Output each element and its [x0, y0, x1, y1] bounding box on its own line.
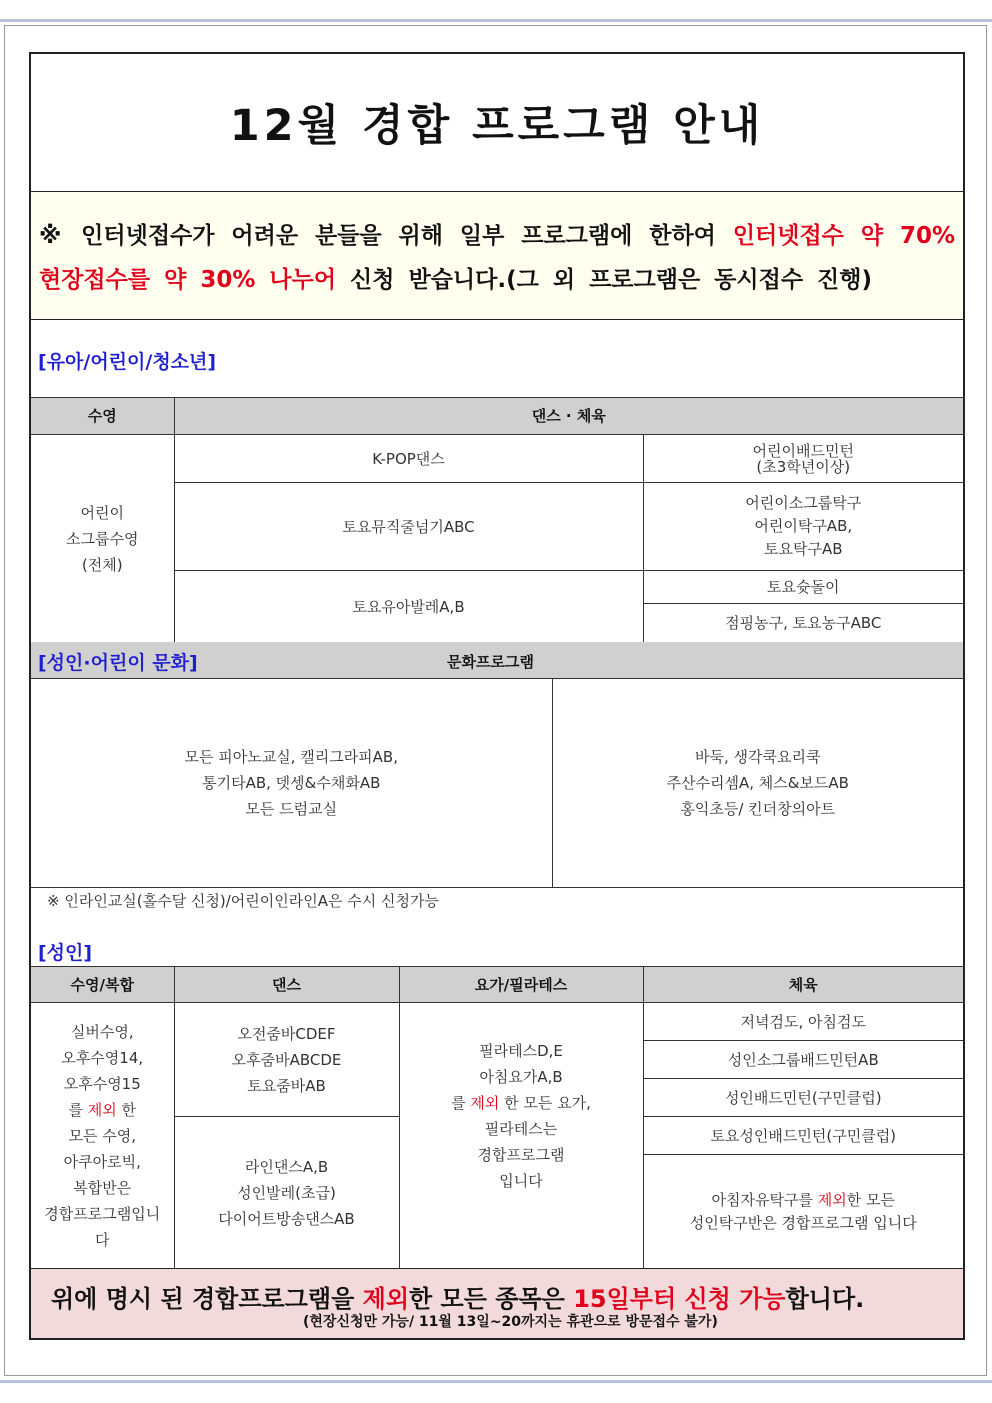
cell-line: 어린이소그룹탁구: [745, 494, 862, 512]
header-sports: 체육: [643, 967, 963, 1003]
header-swim-combo: 수영/복합: [31, 967, 174, 1003]
cell-line: 홍익초등/ 킨더창의아트: [680, 799, 836, 818]
line-dance-cell: [174, 1117, 399, 1269]
cell-line: 어린이배드민턴: [752, 441, 854, 460]
youth-table: [31, 397, 963, 643]
kendo-cell: 저녁검도, 아침검도: [643, 1003, 963, 1041]
culture-right-cell: [552, 679, 963, 887]
table-tennis-cell: [643, 483, 963, 571]
cell-line: 오후줌바ABCDE: [231, 1050, 342, 1069]
cell-line: 오전줌바CDEF: [237, 1024, 336, 1043]
cell-line: 토요탁구AB: [764, 540, 843, 558]
inline-note: ※ 인라인교실(홀수달 신청)/어린이인라인A은 수시 신청가능: [47, 892, 439, 910]
cell-line: 라인댄스A,B: [244, 1157, 329, 1176]
exclude-word: 제외: [817, 1190, 847, 1209]
basketball-cell: 점핑농구, 토요농구ABC: [643, 604, 963, 643]
cell-line: 경합프로그램입니: [44, 1204, 161, 1223]
cell-line: 성인발레(초급): [237, 1183, 336, 1202]
notice-text-end: 신청 받습니다.(그 외 프로그램은 동시접수 진행): [336, 267, 872, 293]
section-label-youth: [유아/어린이/청소년]: [38, 351, 217, 373]
adult-table: [31, 966, 963, 1269]
text: 한 모든 종목은: [409, 1285, 574, 1313]
cell-line: 어린이: [80, 503, 124, 522]
tt-line1: [644, 1189, 964, 1212]
cell-line: (초3학년이상): [756, 457, 851, 476]
exclude-line: [400, 1090, 643, 1116]
cell-line: 아침요가A,B: [479, 1067, 563, 1086]
culture-header: 문화프로그램: [447, 653, 534, 671]
cell-line: 바둑, 생각쿡요리쿡: [695, 747, 821, 766]
exclude-word: 제외: [470, 1093, 500, 1112]
section-label-adult: [성인]: [38, 942, 93, 964]
cell-line: 토요줌바AB: [247, 1076, 326, 1095]
badminton-cell: [643, 435, 963, 483]
bottom-main-text: [51, 1279, 864, 1314]
culture-left-cell: [31, 679, 552, 887]
header-swim: 수영: [31, 398, 174, 435]
zumba-cell: [174, 1003, 399, 1117]
cell-line: 아쿠아로빅,: [63, 1152, 141, 1171]
text: 합니다.: [785, 1285, 865, 1313]
cell-line: 오후수영15: [63, 1074, 141, 1093]
top-decorative-line: [0, 19, 992, 22]
tt-line2: 성인탁구반은 경합프로그램 입니다: [689, 1213, 917, 1232]
youth-swim-cell: [31, 435, 174, 643]
cell-line: 어린이탁구AB,: [754, 517, 853, 535]
adult-badminton-cell: 성인배드민턴(구민클럽): [643, 1079, 963, 1117]
cell-line: 모든 드럼교실: [245, 799, 338, 818]
cell-line: 필라테스D,E: [479, 1041, 563, 1060]
section-label-culture: [성인·어린이 문화]: [38, 652, 198, 674]
text: 한 모든 요가,: [499, 1093, 591, 1112]
cell-line: 오후수영14,: [61, 1048, 144, 1067]
ballet-cell: 토요유아발레A,B: [174, 571, 643, 643]
text: 아침자유탁구를: [711, 1190, 818, 1209]
bottom-notice: [31, 1268, 963, 1338]
header-dance-sports: 댄스 · 체육: [174, 398, 963, 435]
text: 를: [451, 1093, 471, 1112]
saturday-badminton-cell: 토요성인배드민턴(구민클럽): [643, 1117, 963, 1155]
exclude-line: [31, 1097, 174, 1123]
yoga-cell: [399, 1003, 643, 1269]
adult-table-tennis-cell: [643, 1155, 963, 1269]
text: 를: [68, 1100, 88, 1119]
cell-line: 실버수영,: [70, 1022, 134, 1041]
cell-line: 주산수리셈A, 체스&보드AB: [666, 773, 849, 792]
text: 한: [116, 1100, 136, 1119]
bottom-sub-text: (현장신청만 가능/ 11월 13일~20까지는 휴관으로 방문접수 불가): [303, 1314, 718, 1330]
cell-line: 다이어트방송댄스AB: [218, 1209, 355, 1228]
spacer: [400, 1194, 643, 1234]
page-title: 12월 경합 프로그램 안내: [31, 54, 963, 192]
header-dance: 댄스: [174, 967, 399, 1003]
cell-line: 복합반은: [73, 1178, 132, 1197]
cell-line: 모든 수영,: [68, 1126, 136, 1145]
cell-line: 다: [95, 1230, 110, 1249]
cell-line: 입니다: [499, 1171, 543, 1190]
notice-box: [31, 192, 963, 320]
adult-group-badminton-cell: 성인소그룹배드민턴AB: [643, 1041, 963, 1079]
jumprope-cell: 토요뮤직줄넘기ABC: [174, 483, 643, 571]
document: [29, 52, 965, 1340]
cell-line: 소그룹수영: [66, 529, 139, 548]
highlight: 15일부터 신청 가능: [573, 1285, 786, 1313]
text: 위에 명시 된 경합프로그램을: [51, 1285, 363, 1313]
cell-line: 통기타AB, 뎃셍&수채화AB: [202, 773, 381, 792]
cell-line: 경합프로그램: [477, 1145, 565, 1164]
exclude-word: 제외: [87, 1100, 117, 1119]
cell-line: 모든 피아노교실, 캘리그라피AB,: [184, 747, 398, 766]
adult-swim-cell: [31, 1003, 174, 1269]
cell-line: (전체): [81, 555, 123, 574]
notice-highlight: 인터넷접수 약 70% 현장접수를 약 30% 나누어: [39, 223, 955, 293]
culture-table: [31, 679, 963, 888]
highlight: 제외: [362, 1285, 410, 1313]
header-yoga: 요가/필라테스: [399, 967, 643, 1003]
kpop-cell: K-POP댄스: [174, 435, 643, 483]
shoot-cell: 토요슛돌이: [643, 571, 963, 604]
bottom-decorative-line: [0, 1380, 992, 1383]
text: 한 모든: [846, 1190, 895, 1209]
notice-text: ※ 인터넷접수가 어려운 분들을 위해 일부 프로그램에 한하여: [39, 223, 733, 249]
cell-line: 필라테스는: [484, 1119, 558, 1138]
culture-header-bar: [31, 642, 963, 679]
